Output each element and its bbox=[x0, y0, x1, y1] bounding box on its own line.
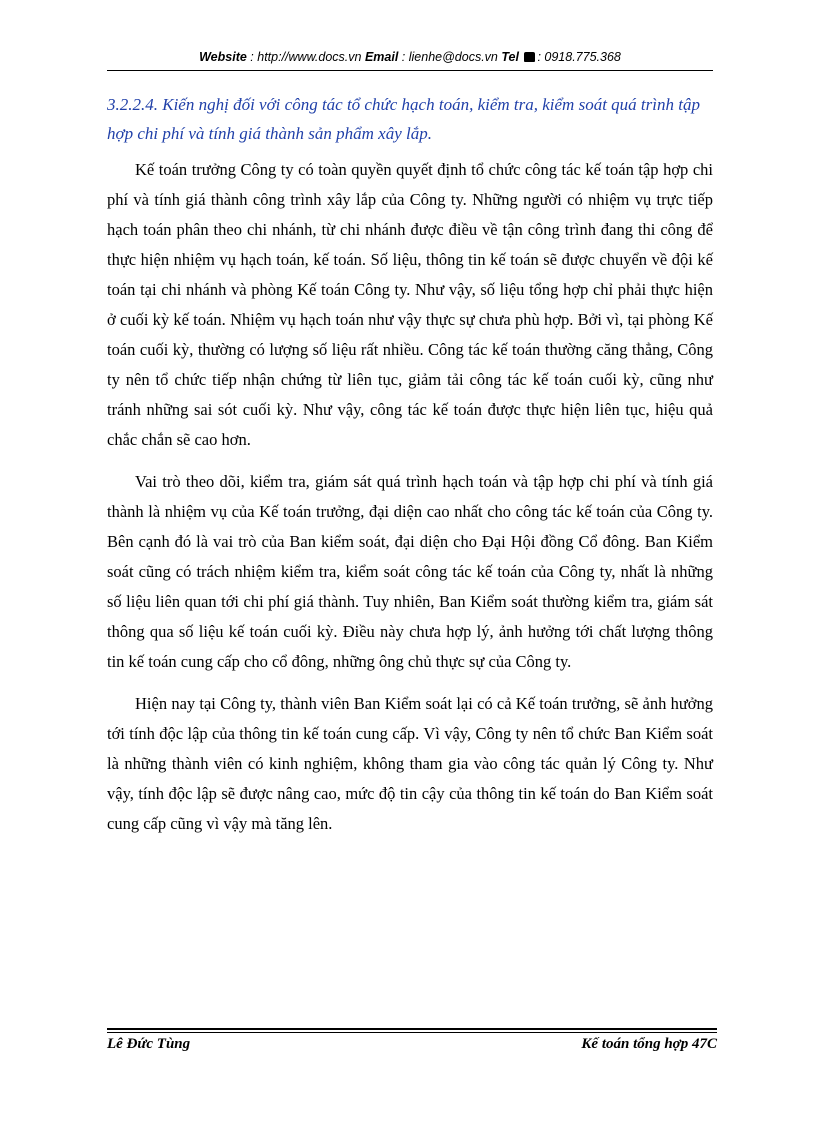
page-header bbox=[107, 50, 713, 64]
header-divider bbox=[107, 70, 713, 71]
footer-author: Lê Đức Tùng bbox=[107, 1036, 191, 1052]
footer-divider bbox=[107, 1028, 717, 1030]
footer-divider-thin bbox=[107, 1032, 717, 1033]
email-link[interactable]: : lienhe@docs.vn bbox=[401, 50, 498, 64]
paragraph: Vai trò theo dõi, kiểm tra, giám sát quá trình hạch toán và tập hợp chi phí và tính giá thành là nhiệm vụ của Kế toán trưởng, đại diện cao nhất cho công tác kế toán của Công ty. Bên cạnh đó là vai trò của Ban kiểm soát, đại diện cho Đại Hội đồng Cổ đông. Ban Kiểm soát cũng có trách nhiệm kiểm tra, kiểm soát công tác kế toán của Công ty, nhất là những số liệu liên quan tới chi phí giá thành. Tuy nhiên, Ban Kiểm soát thường kiểm tra, giám sát thông qua số liệu kế toán cuối kỳ. Điều này chưa hợp lý, ảnh hưởng tới chất lượng thông tin kế toán cung cấp cho cổ đông, những ông chủ thực sự của Công ty. bbox=[107, 472, 713, 671]
website-link[interactable]: : http://www.docs.vn bbox=[250, 50, 362, 64]
body-text bbox=[107, 155, 713, 851]
footer-class: Kế toán tổng hợp 47C bbox=[581, 1036, 717, 1052]
paragraph: Hiện nay tại Công ty, thành viên Ban Kiểm soát lại có cả Kế toán trưởng, sẽ ảnh hưởng tới tính độc lập của thông tin kế toán cung cấp. Vì vậy, Công ty nên tổ chức Ban Kiểm soát là những thành viên có kinh nghiệm, không tham gia vào công tác quản lý Công ty. Như vậy, tính độc lập sẽ được nâng cao, mức độ tin cậy của thông tin kế toán do Ban Kiểm soát cung cấp cũng vì vậy mà tăng lên. bbox=[107, 694, 713, 833]
phone-icon bbox=[524, 52, 535, 62]
tel-value: : 0918.775.368 bbox=[537, 50, 621, 64]
tel-label: Tel bbox=[501, 50, 519, 64]
website-label: Website bbox=[199, 50, 247, 64]
email-label: Email bbox=[364, 50, 399, 64]
paragraph: Kế toán trưởng Công ty có toàn quyền quyết định tổ chức công tác kế toán tập hợp chi phí và tính giá thành công trình xây lắp của Công ty. Những người có nhiệm vụ trực tiếp hạch toán phân theo chi nhánh, từ chi nhánh được điều về tận công trình đang thi công để thực hiện nhiệm vụ hạch toán, kế toán. Số liệu, thông tin kế toán sẽ được chuyển về đội kế toán tại chi nhánh và phòng Kế toán Công ty. Như vậy, số liệu tổng hợp chỉ phải thực hiện ở cuối kỳ kế toán. Nhiệm vụ hạch toán như vậy thực sự chưa phù hợp. Bởi vì, tại phòng Kế toán cuối kỳ, thường có lượng số liệu rất nhiều. Công tác kế toán thường căng thẳng, Công ty nên tổ chức tiếp nhận chứng từ liên tục, giảm tải công tác kế toán cuối kỳ, cũng như tránh những sai sót cuối kỳ. Như vậy, công tác kế toán được thực hiện liên tục, hiệu quả chắc chắn sẽ cao hơn. bbox=[107, 160, 713, 449]
section-title: 3.2.2.4. Kiến nghị đối với công tác tổ chức hạch toán, kiểm tra, kiểm soát quá trình tập hợp chi phí và tính giá thành sản phẩm xây lắp. bbox=[107, 95, 700, 143]
